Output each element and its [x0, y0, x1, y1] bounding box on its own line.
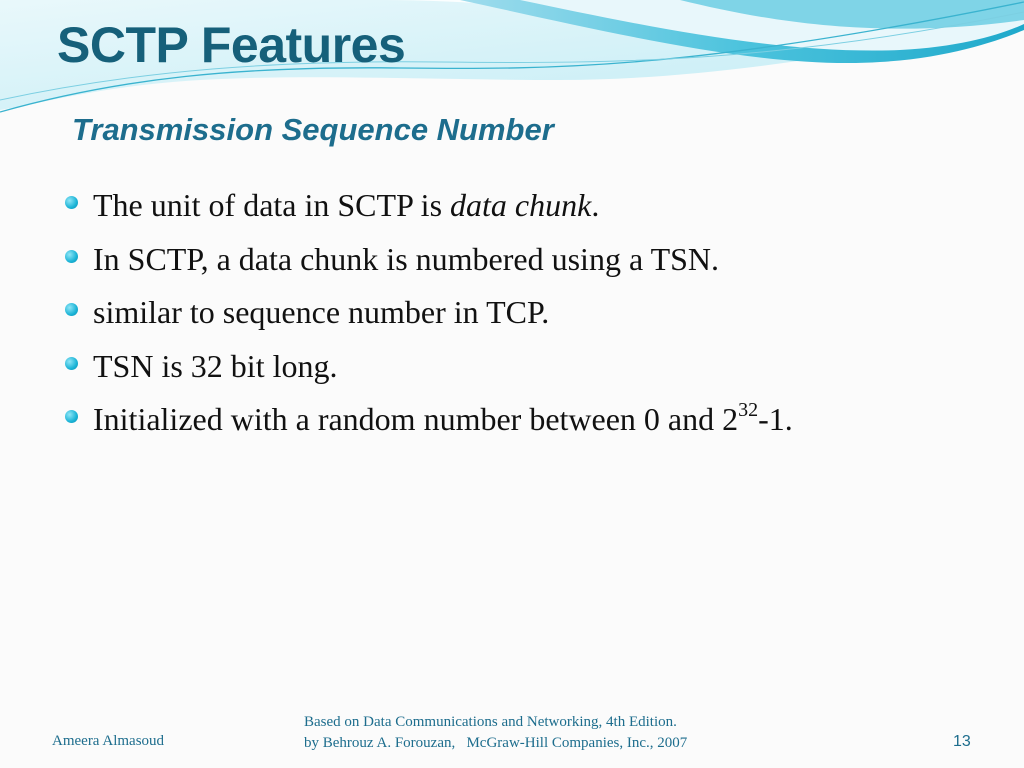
- bullet-text-end: .: [591, 187, 600, 223]
- bullet-item: [60, 344, 1000, 398]
- footer-author: Ameera Almasoud: [52, 733, 165, 749]
- bullet-item: [60, 290, 1000, 344]
- bullet-item: [60, 183, 1000, 237]
- bullet-item: [60, 397, 1000, 451]
- bullet-icon: [65, 357, 78, 370]
- footer-source-line2: by Behrouz A. Forouzan, McGraw-Hill Companies, Inc., 2007: [304, 735, 688, 751]
- bullet-text: In SCTP, a data chunk is numbered using a TSN.: [93, 240, 720, 277]
- bullet-icon: [65, 196, 78, 209]
- slide-subtitle: Transmission Sequence Number: [72, 112, 554, 147]
- footer-source-line1: Based on Data Communications and Networking, 4th Edition.: [304, 714, 677, 730]
- bullet-text-end: -1.: [758, 401, 793, 437]
- bullet-icon: [65, 410, 78, 423]
- bullet-icon: [65, 303, 78, 316]
- bullet-text: The unit of data in SCTP is: [93, 187, 451, 223]
- slide-number: 13: [953, 733, 971, 750]
- bullet-text: TSN is 32 bit long.: [93, 347, 338, 384]
- bullet-emphasis: data chunk: [450, 187, 592, 223]
- bullet-text: similar to sequence number in TCP.: [93, 294, 550, 330]
- footer-source: [304, 712, 687, 754]
- bullet-item: [60, 237, 1000, 291]
- bullet-list: [60, 183, 1000, 451]
- bullet-icon: [65, 250, 78, 263]
- exponent: 32: [738, 399, 759, 421]
- slide-title: SCTP Features: [57, 17, 406, 73]
- bullet-text: Initialized with a random number between 0 and 2: [93, 401, 739, 437]
